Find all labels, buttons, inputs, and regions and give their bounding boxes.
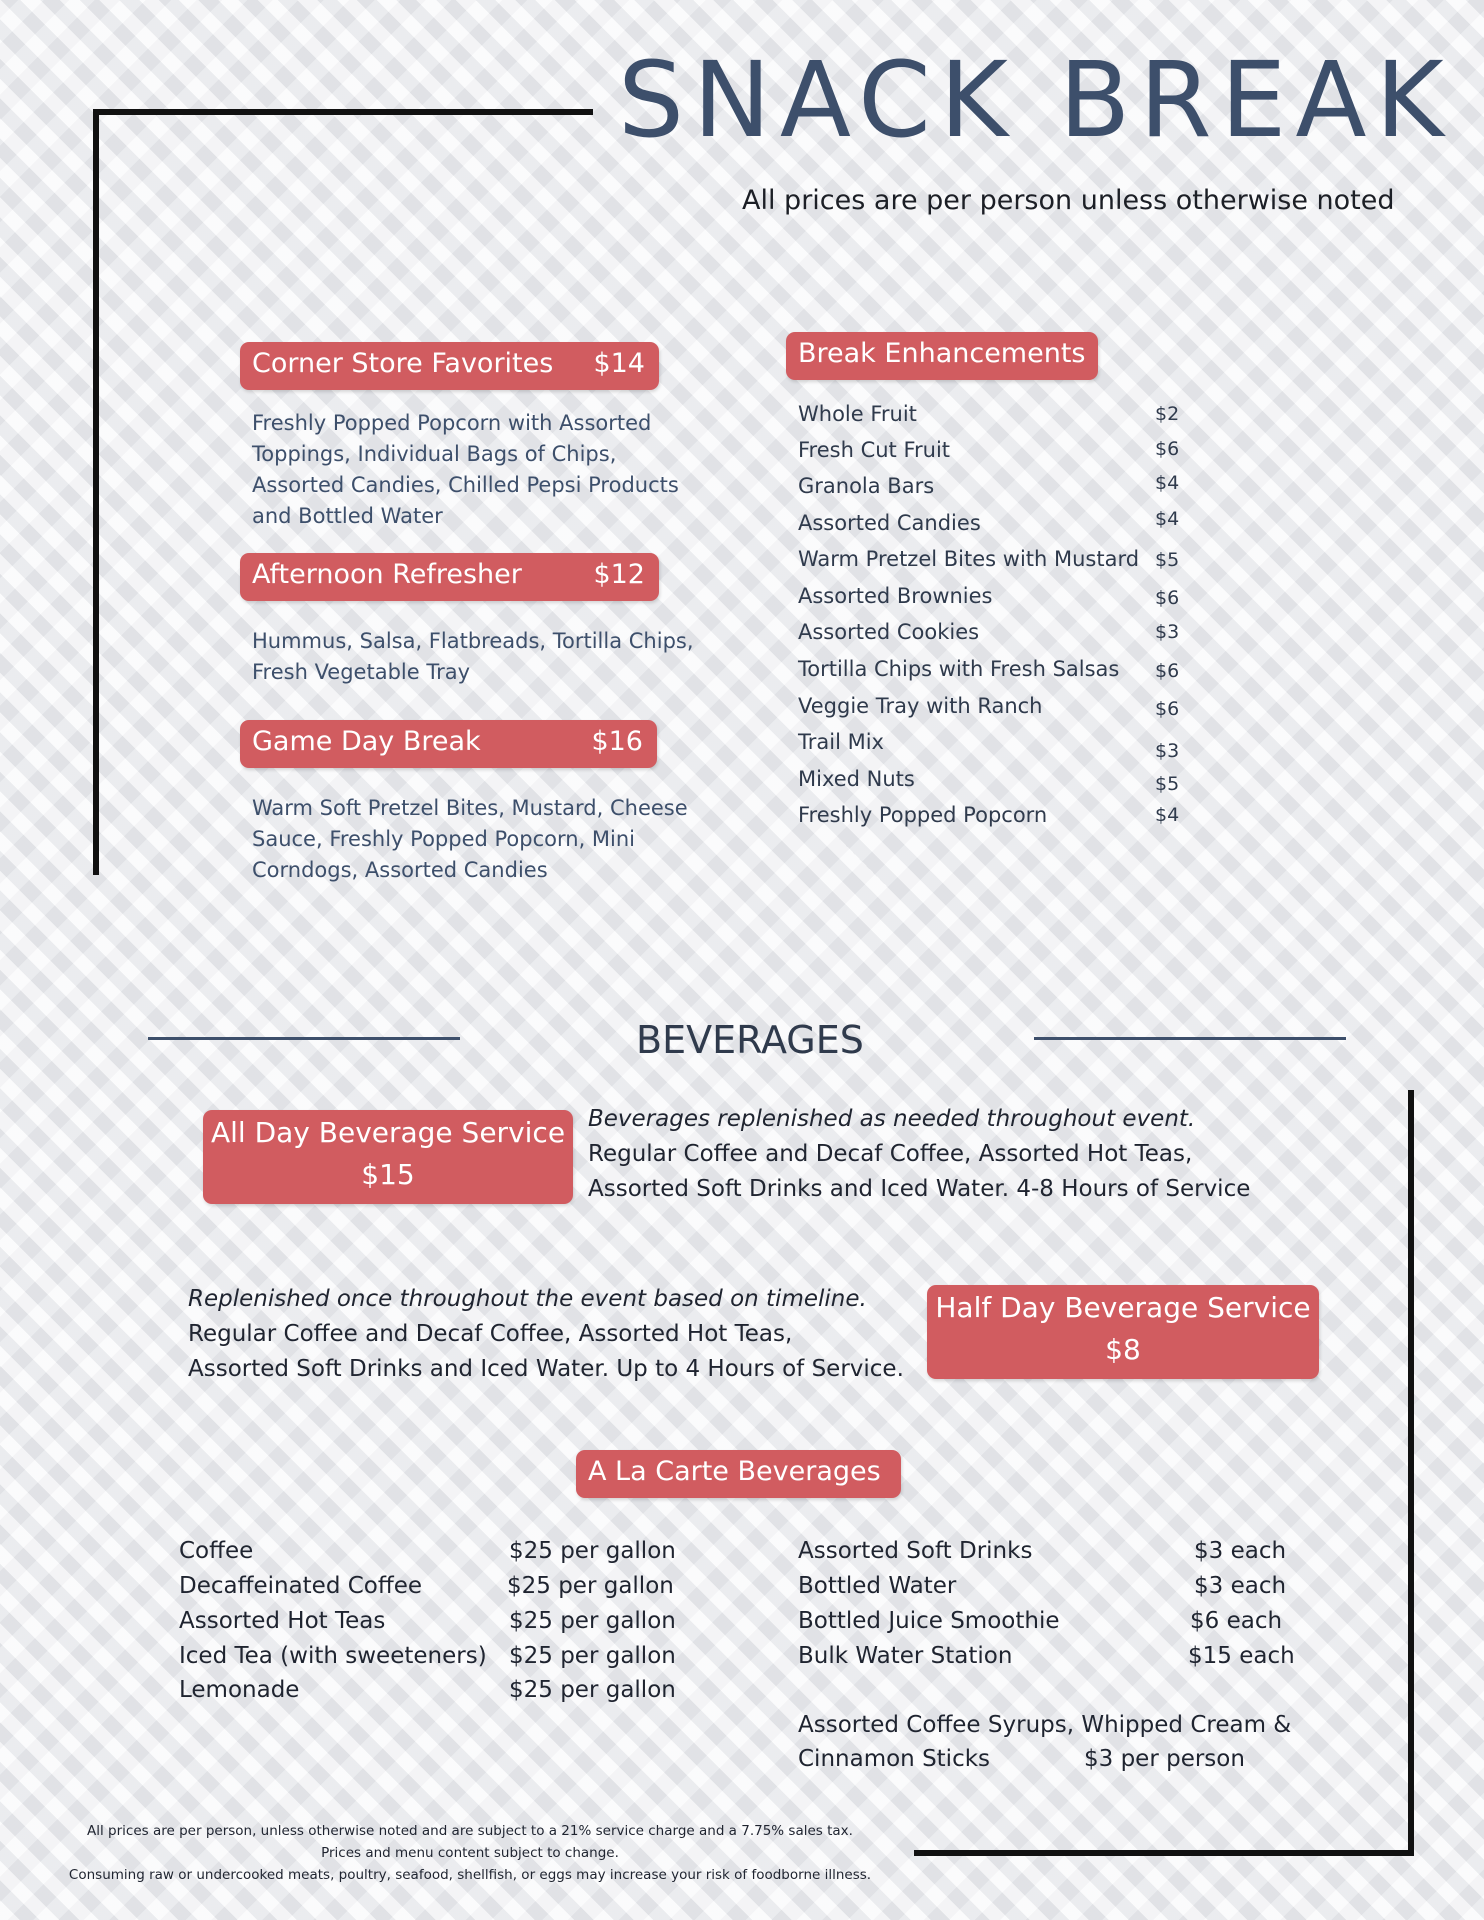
package-pill-game-day (240, 720, 657, 768)
service-name: Half Day Beverage Service (935, 1291, 1311, 1324)
service-price: $15 (361, 1158, 415, 1191)
frame-left-line (93, 109, 99, 875)
half-day-beverage-pill (927, 1285, 1319, 1379)
service-price: $8 (1105, 1333, 1141, 1366)
enhancement-row: Assorted Cookies $3 (798, 620, 1180, 644)
enhancement-row: Whole Fruit $2 (798, 402, 1180, 426)
package-price: $12 (593, 559, 645, 590)
a-la-carte-row: Coffee $25 per gallon (179, 1538, 676, 1564)
package-price: $14 (593, 348, 645, 379)
package-name: Afternoon Refresher (252, 559, 522, 590)
a-la-carte-extra: Assorted Coffee Syrups, Whipped Cream & (798, 1712, 1292, 1738)
enhancement-row: Tortilla Chips with Fresh Salsas $6 (798, 657, 1180, 682)
a-la-carte-row: Bottled Water $3 each (798, 1573, 1287, 1599)
frame-right-line (1408, 1090, 1414, 1856)
all-day-beverage-pill (203, 1110, 573, 1204)
enhancement-row: Trail Mix $3 (798, 730, 1180, 762)
enhancement-row: Assorted Brownies $6 (798, 584, 1180, 609)
a-la-carte-row: Decaffeinated Coffee $25 per gallon (179, 1573, 674, 1599)
half-day-beverage-description: Replenished once throughout the event based on timeline. Regular Coffee and Decaf Coffee, Assorted Hot Teas, Assorted Soft Drinks and Iced Water. Up to 4 Hours of Service. (188, 1286, 904, 1382)
package-name: Corner Store Favorites (252, 348, 554, 379)
enhancement-row: Warm Pretzel Bites with Mustard $5 (798, 547, 1180, 571)
enhancement-row: Granola Bars $4 (798, 472, 1180, 498)
beverages-divider-right (1034, 1037, 1346, 1040)
package-name: Game Day Break (252, 726, 481, 757)
a-la-carte-title-pill (576, 1450, 901, 1498)
package-pill-afternoon-refresher (240, 553, 659, 601)
package-description: Freshly Popped Popcorn with Assorted Toppings, Individual Bags of Chips, Assorted Candies, Chilled Pepsi Products and Bottled Water (252, 411, 679, 528)
a-la-carte-row: Assorted Soft Drinks $3 each (798, 1538, 1287, 1564)
enhancement-row: Fresh Cut Fruit $6 (798, 438, 1180, 462)
package-price: $16 (591, 726, 643, 757)
page-subtitle: All prices are per person unless otherwise noted (742, 185, 1395, 216)
beverages-divider-left (148, 1037, 460, 1040)
beverages-heading: BEVERAGES (636, 1018, 864, 1062)
a-la-carte-row: Lemonade $25 per gallon (179, 1677, 676, 1703)
a-la-carte-row: Assorted Hot Teas $25 per gallon (179, 1608, 676, 1634)
package-description: Hummus, Salsa, Flatbreads, Tortilla Chips, Fresh Vegetable Tray (252, 629, 694, 684)
enhancement-row: Veggie Tray with Ranch $6 (798, 694, 1180, 720)
frame-top-line (93, 109, 593, 115)
all-day-beverage-description: Beverages replenished as needed throughout event. Regular Coffee and Decaf Coffee, Assorted Hot Teas, Assorted Soft Drinks and Iced Water. 4-8 Hours of Service (588, 1106, 1251, 1202)
enhancement-row: Assorted Candies $4 (798, 508, 1180, 535)
package-pill-corner-store (240, 342, 659, 390)
enhancement-row: Mixed Nuts $5 (798, 767, 1180, 795)
package-description: Warm Soft Pretzel Bites, Mustard, Cheese Sauce, Freshly Popped Popcorn, Mini Corndogs, Assorted Candies (252, 796, 688, 882)
enhancements-title: Break Enhancements (798, 338, 1086, 369)
service-name: All Day Beverage Service (210, 1116, 566, 1149)
a-la-carte-row: Bottled Juice Smoothie $6 each (798, 1608, 1283, 1634)
a-la-carte-extra: Cinnamon Sticks $3 per person (798, 1746, 1245, 1772)
a-la-carte-row: Bulk Water Station $15 each (798, 1643, 1295, 1669)
a-la-carte-row: Iced Tea (with sweeteners) $25 per gallon (179, 1643, 676, 1669)
page-title: SNACK BREAK (618, 39, 1453, 161)
enhancement-row: Freshly Popped Popcorn $4 (798, 803, 1180, 827)
frame-bottom-line (914, 1850, 1414, 1856)
enhancements-title-pill (786, 332, 1098, 380)
footer-notes: All prices are per person, unless otherwise noted and are subject to a 21% service charge and a 7.75% sales tax. Prices and menu content subject to change. Consuming raw or undercooked meats, poultry, seafood, shellfish, or eggs may increase your risk of foodborne illness. (68, 1823, 872, 1883)
a-la-carte-title: A La Carte Beverages (588, 1456, 881, 1487)
